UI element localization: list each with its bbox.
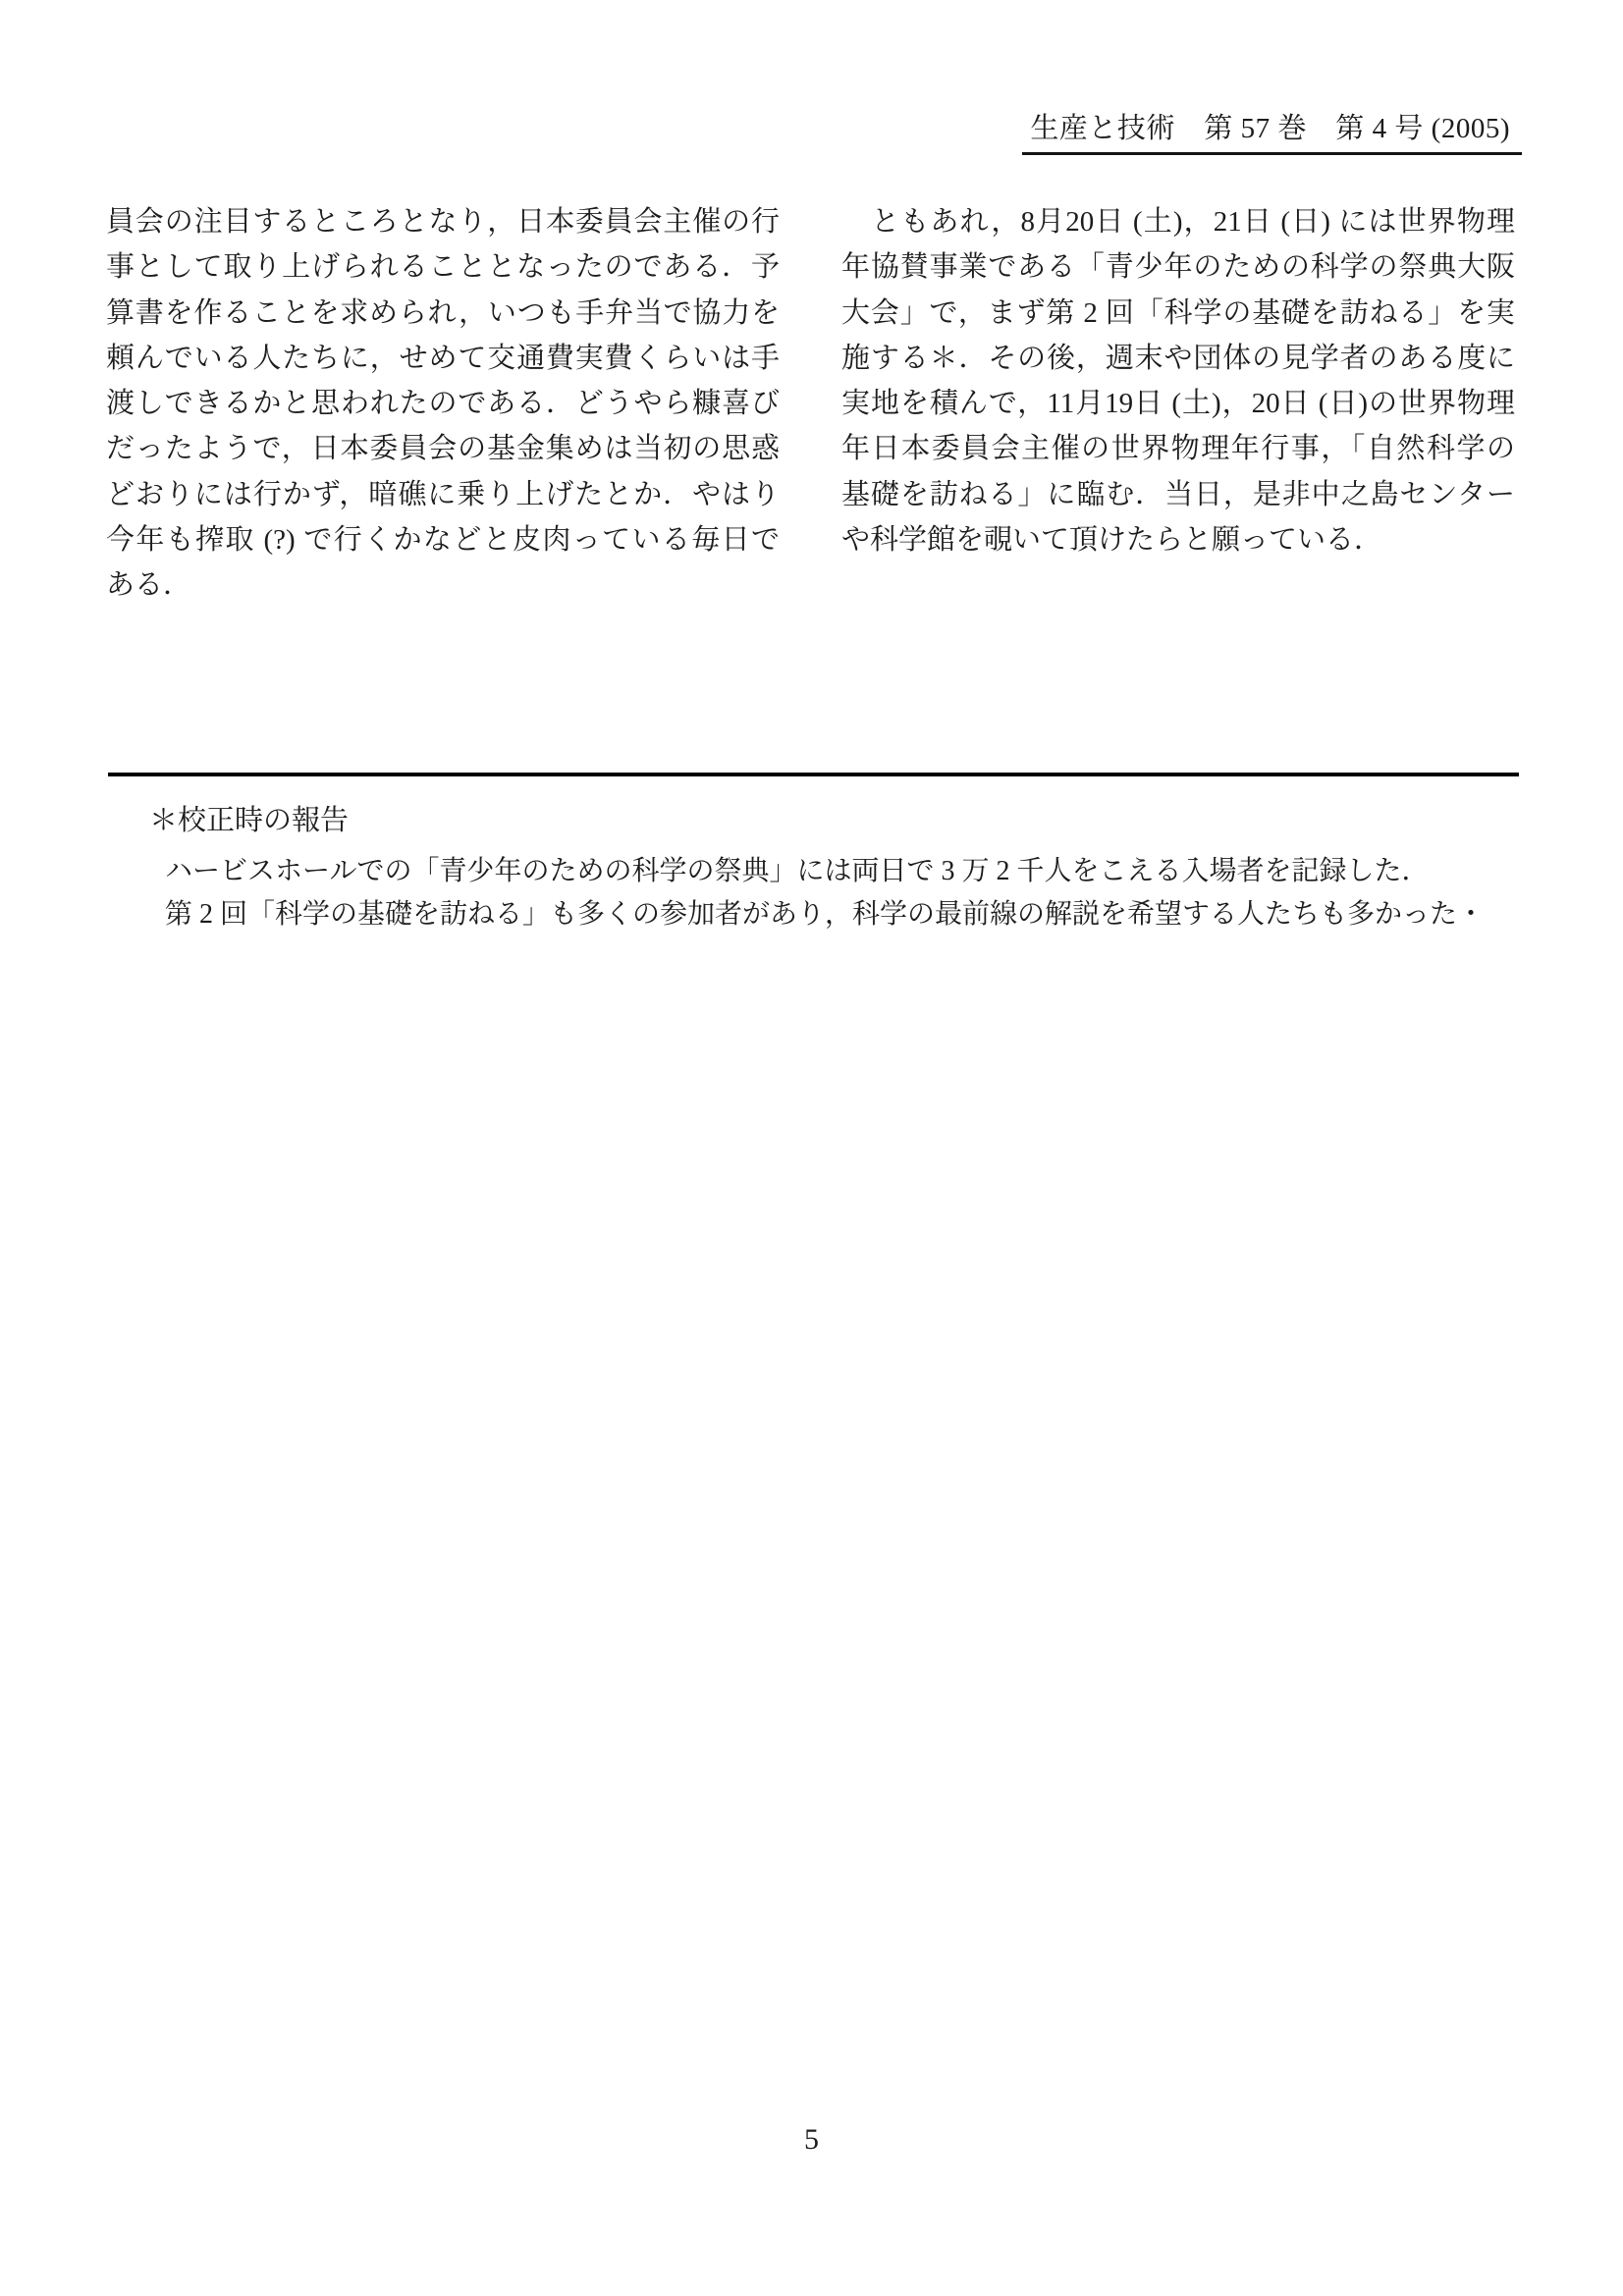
footnote-divider [108,773,1519,776]
text-line: や科学館を覗いて頂けたらと願っている． [841,524,1383,557]
footnote-line: ハービスホールでの「青少年のための科学の祭典」には両日で 3 万 2 千人をこえる入場者を記録した． [165,856,1430,886]
page-number: 5 [804,2123,819,2156]
text-line: どおりには行かず，暗礁に乗り上げたとか．やはり [106,478,780,510]
text-line: 基礎を訪ねる」に臨む．当日，是非中之島センター [841,478,1515,510]
footnote-line: 第 2 回「科学の基礎を訪ねる」も多くの参加者があり，科学の最前線の解説を希望する人たちも多かった・ [165,899,1486,930]
text-line: 実地を積んで，11月19日 (土)，20日 (日)の世界物理 [841,388,1515,420]
journal-citation: 生産と技術 第 57 巻 第 4 号 (2005) [1022,112,1522,155]
text-line: 渡しできるかと思われたのである．どうやら糠喜び [106,388,780,420]
text-line: 今年も搾取 (?) で行くかなどと皮肉っている毎日で [106,524,780,557]
text-line: ともあれ，8月20日 (土)，21日 (日) には世界物理 [841,206,1515,238]
body-columns [106,199,1515,609]
text-line: 年協賛事業である「青少年のための科学の祭典大阪 [841,251,1515,284]
footnote-section [149,803,1520,936]
running-head [1022,112,1522,155]
text-line: 施する＊．その後，週末や団体の見学者のある度に [841,342,1515,374]
text-line: 頼んでいる人たちに，せめて交通費実費くらいは手 [106,342,780,374]
text-line: 算書を作ることを求められ，いつも手弁当で協力を [106,296,780,329]
text-line: 員会の注目するところとなり，日本委員会主催の行 [106,206,780,238]
text-line: だったようで，日本委員会の基金集めは当初の思惑 [106,433,780,465]
left-column [106,199,780,609]
text-line: ある． [106,569,192,602]
right-column [841,199,1515,609]
text-line: 大会」で，まず第 2 回「科学の基礎を訪ねる」を実 [841,296,1515,329]
text-line: 事として取り上げられることとなったのである．予 [106,251,780,284]
text-line: 年日本委員会主催の世界物理年行事，「自然科学の [841,433,1515,465]
footnote-heading: ＊校正時の報告 [149,805,350,836]
